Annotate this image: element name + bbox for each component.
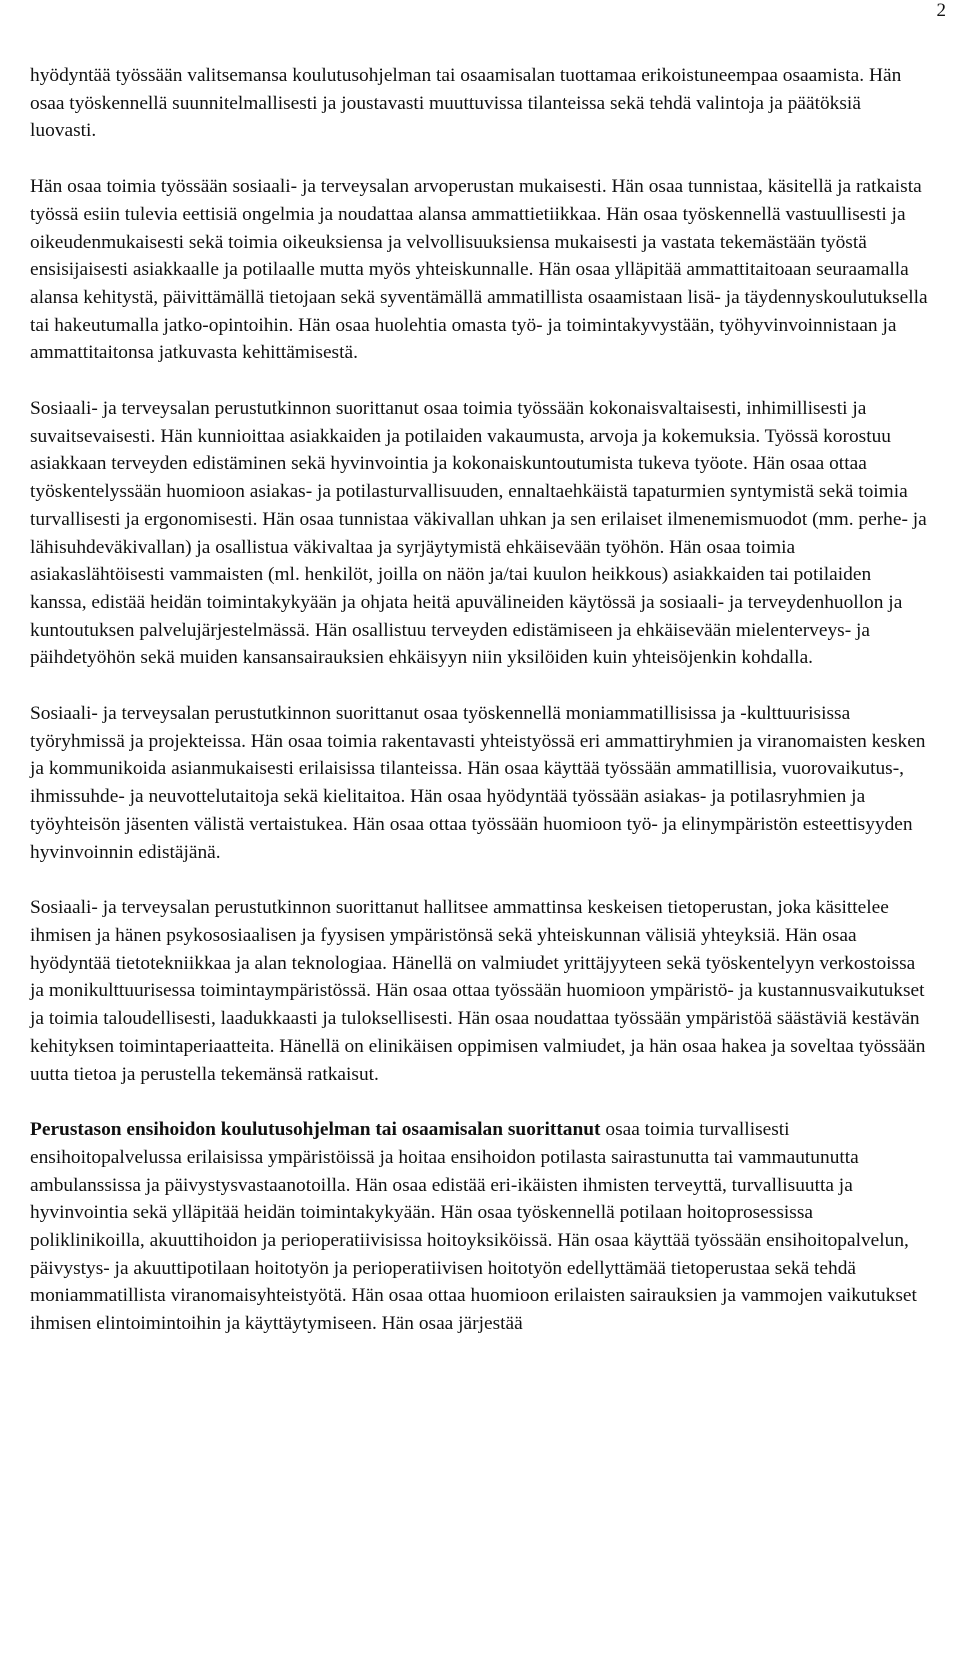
paragraph-5: Sosiaali- ja terveysalan perustutkinnon suorittanut hallitsee ammattinsa keskeisen tietoperustan, joka käsittelee ihmisen ja hänen psykososiaalisen ja fyysisen ympäristönsä sekä yhteiskunnan välisiä yhteyksiä. Hän osaa hyödyntää tietotekniikkaa ja alan teknologiaa. Hänellä on valmiudet yrittäjyyteen sekä työskentelyyn verkostoissa ja monikulttuurisessa toimintaympäristössä. Hän osaa ottaa työssään huomioon ympäristö- ja kustannusvaikutukset ja toimia taloudellisesti, laadukkaasti ja tuloksellisesti. Hän osaa noudattaa työssään ympäristöä säästäviä kestävän kehityksen toimintaperiaatteita. Hänellä on elinikäisen oppimisen valmiudet, ja hän osaa hakea ja soveltaa työssään uutta tietoa ja perustella tekemänsä ratkaisut. [30, 897, 926, 1085]
section-lead-heading: Perustason ensihoidon koulutusohjelman tai osaamisalan suorittanut [30, 1119, 601, 1141]
paragraph-1: hyödyntää työssään valitsemansa koulutusohjelman tai osaamisalan tuottamaa erikoistuneempaa osaamista. Hän osaa työskennellä suunnitelmallisesti ja joustavasti muuttuvissa tilanteissa sekä tehdä valintoja ja päätöksiä luovasti. [30, 65, 902, 142]
page-number: 2 [936, 0, 946, 21]
paragraph-2: Hän osaa toimia työssään sosiaali- ja terveysalan arvoperustan mukaisesti. Hän osaa tunnistaa, käsitellä ja ratkaista työssä esiin tulevia eettisiä ongelmia ja noudattaa alansa ammattietiikkaa. Hän osaa työskennellä vastuullisesti ja oikeudenmukaisesti sekä toimia oikeuksiensa ja velvollisuuksiensa mukaisesti ja vastata tekemästään työstä ensisijaisesti asiakkaalle ja potilaalle mutta myös yhteiskunnalle. Hän osaa ylläpitää ammattitaitoaan seuraamalla alansa kehitystä, päivittämällä tietojaan sekä syventämällä ammatillista osaamistaan lisä- ja täydennyskoulutuksella tai hakeutumalla jatko-opintoihin. Hän osaa huolehtia omasta työ- ja toimintakyvystään, työhyvinvoinnistaan ja ammattitaitonsa jatkuvasta kehittämisestä. [30, 176, 928, 364]
paragraph-4: Sosiaali- ja terveysalan perustutkinnon suorittanut osaa työskennellä moniammatillisissa ja -kulttuurisissa työryhmissä ja projekteissa. Hän osaa toimia rakentavasti yhteistyössä eri ammattiryhmien ja viranomaisten kesken ja kommunikoida asianmukaisesti erilaisissa tilanteissa. Hän osaa käyttää työssään ammatillisia, vuorovaikutus-, ihmissuhde- ja neuvottelutaitoja sekä kielitaitoa. Hän osaa hyödyntää työssään asiakas- ja potilasryhmien ja työyhteisön jäsenten välistä vertaistukea. Hän osaa ottaa työssään huomioon työ- ja elinympäristön esteettisyyden hyvinvoinnin edistäjänä. [30, 703, 926, 863]
document-body [30, 62, 930, 1366]
paragraph-6-text: osaa toimia turvallisesti ensihoitopalvelussa erilaisissa ympäristöissä ja hoitaa ensihoidon potilasta sairastunutta tai vammautunutta ambulanssissa ja päivystysvastaanotoilla. Hän osaa edistää eri-ikäisten ihmisten terveyttä, turvallisuutta ja hyvinvointia sekä ylläpitää heidän toimintakykyään. Hän osaa työskennellä potilaan hoitoprosessissa poliklinikoilla, akuuttihoidon ja perioperatiivisissa hoitoyksiköissä. Hän osaa käyttää työssään ensihoitopalvelun, päivystys- ja akuuttipotilaan hoitotyön ja perioperatiivisen hoitotyön edellyttämää tietoperustaa sekä tehdä moniammatillista viranomaisyhteistyötä. Hän osaa ottaa huomioon erilaisten sairauksien ja vammojen vaikutukset ihmisen elintoimintoihin ja käyttäytymiseen. Hän osaa järjestää [30, 1119, 917, 1335]
paragraph-6 [30, 1116, 930, 1338]
paragraph-3: Sosiaali- ja terveysalan perustutkinnon suorittanut osaa toimia työssään kokonaisvaltaisesti, inhimillisesti ja suvaitsevaisesti. Hän kunnioittaa asiakkaiden ja potilaiden vakaumusta, arvoja ja kokemuksia. Työssä korostuu asiakkaan terveyden edistäminen sekä hyvinvointia ja kokonaiskuntoutumista tukeva työote. Hän osaa ottaa työskentelyssään huomioon asiakas- ja potilasturvallisuuden, ennaltaehkäistä tapaturmien syntymistä sekä toimia turvallisesti ja ergonomisesti. Hän osaa tunnistaa väkivallan uhkan ja sen erilaiset ilmenemismuodot (mm. perhe- ja lähisuhdeväkivallan) ja osallistua väkivaltaa ja syrjäytymistä ehkäisevään työhön. Hän osaa toimia asiakaslähtöisesti vammaisten (ml. henkilöt, joilla on näön ja/tai kuulon heikkous) asiakkaiden tai potilaiden kanssa, edistää heidän toimintakykyään ja ohjata heitä apuvälineiden käytössä ja sosiaali- ja terveydenhuollon ja kuntoutuksen palvelujärjestelmässä. Hän osallistuu terveyden edistämiseen ja ehkäisevään mielenterveys- ja päihdetyöhön sekä muiden kansansairauksien ehkäisyyn niin yksilöiden kuin yhteisöjenkin kohdalla. [30, 398, 927, 669]
